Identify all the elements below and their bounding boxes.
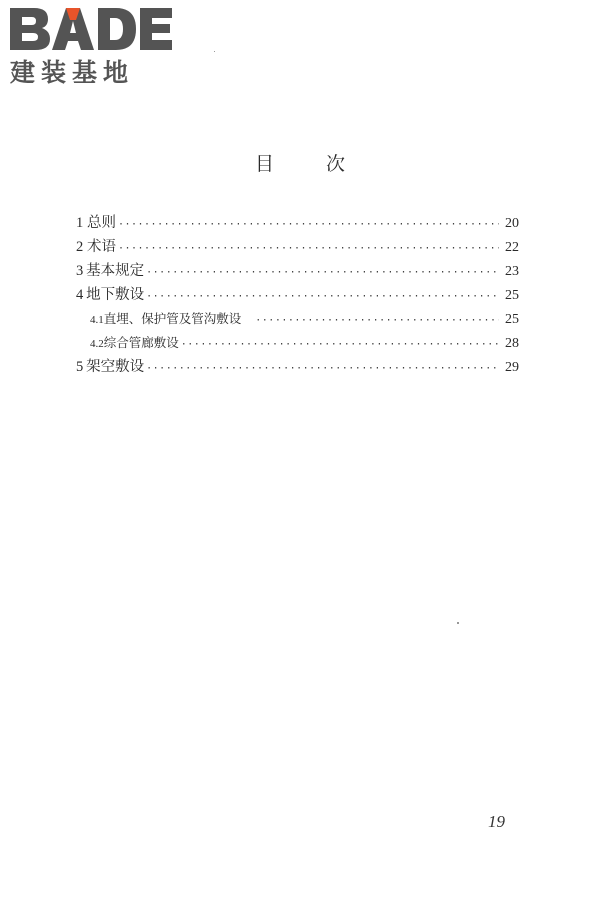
toc-entry[interactable] xyxy=(76,235,519,259)
toc-entry-page: 28 xyxy=(505,336,519,351)
toc-entry-number: 2 xyxy=(76,239,84,255)
toc-entry-number: 3 xyxy=(76,263,84,279)
toc-entry-title: 综合管廊敷设 xyxy=(103,335,179,350)
toc-entry-number: 1 xyxy=(76,215,84,231)
toc-heading-left: 目 xyxy=(254,153,274,175)
toc-entry-page: 29 xyxy=(505,360,519,375)
toc-entry[interactable] xyxy=(76,211,519,235)
scan-speck xyxy=(214,51,215,52)
toc-entry-number: 5 xyxy=(76,359,84,375)
logo-wordmark xyxy=(8,6,174,52)
page-number: 19 xyxy=(488,812,505,831)
dot-leader xyxy=(181,333,499,357)
toc-entry-title: 架空敷设 xyxy=(86,359,145,375)
toc-entry-page: 20 xyxy=(505,216,519,231)
toc-entry[interactable] xyxy=(76,355,519,379)
dot-leader xyxy=(118,213,499,237)
toc-entry-page: 22 xyxy=(505,240,519,255)
dot-leader xyxy=(146,261,499,285)
logo-chinese-text: 建装基地 xyxy=(10,58,135,87)
toc-entry-title: 地下敷设 xyxy=(86,287,145,303)
scan-speck xyxy=(457,622,459,624)
dot-leader xyxy=(146,285,499,309)
toc-entry-page: 23 xyxy=(505,264,519,279)
toc-entry-title: 术语 xyxy=(86,239,116,255)
brand-logo xyxy=(8,6,178,90)
toc-heading-right: 次 xyxy=(326,153,346,175)
toc-entry-number: 4.1 xyxy=(90,314,104,326)
toc-entry-title: 基本规定 xyxy=(86,263,145,279)
toc-entry[interactable] xyxy=(76,259,519,283)
toc-entry-title: 直埋、保护管及管沟敷设 xyxy=(103,311,242,326)
toc-entry-number: 4.2 xyxy=(90,338,104,350)
dot-leader xyxy=(118,237,499,261)
toc-subentry[interactable] xyxy=(76,307,519,331)
dot-leader xyxy=(146,357,499,381)
toc-subentry[interactable] xyxy=(76,331,519,355)
toc-heading xyxy=(0,150,600,178)
toc-entry-title: 总则 xyxy=(86,215,116,231)
toc-entry-page: 25 xyxy=(505,288,519,303)
toc-entry-page: 25 xyxy=(505,312,519,327)
toc-entry-number: 4 xyxy=(76,287,84,303)
table-of-contents xyxy=(76,211,519,379)
dot-leader xyxy=(255,309,499,333)
toc-entry[interactable] xyxy=(76,283,519,307)
